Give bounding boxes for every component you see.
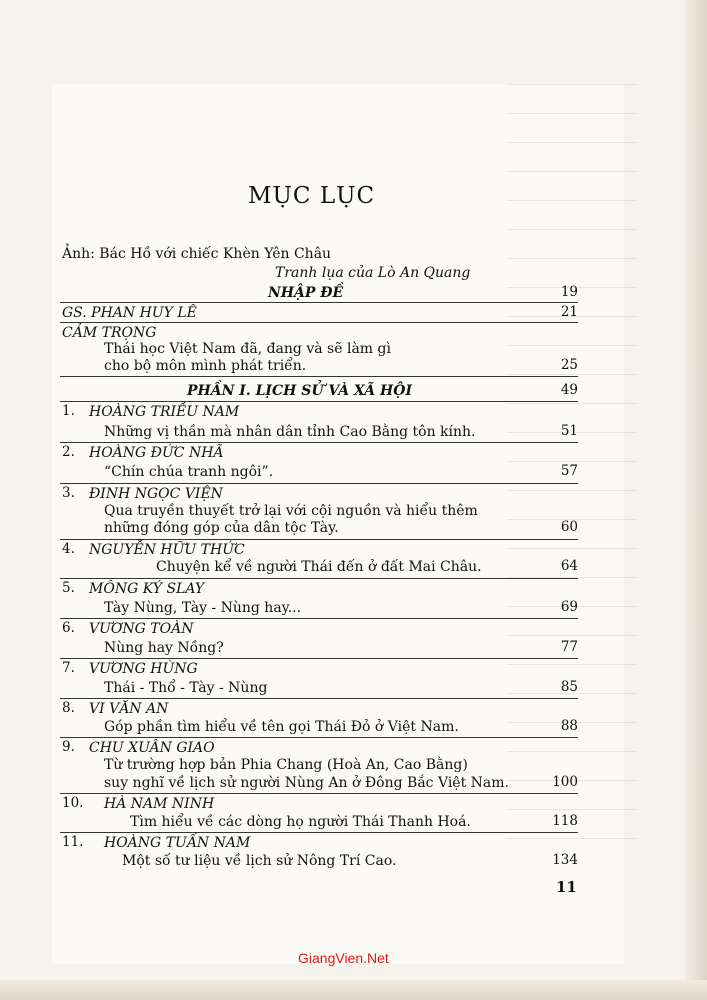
photo-credit: Tranh lụa của Lò An Quang <box>275 265 471 281</box>
entry-author: HOÀNG ĐỨC NHÃ <box>89 445 224 461</box>
entry-number: 8. <box>62 700 75 716</box>
page-bottom-edge <box>0 980 707 1000</box>
divider <box>60 578 578 579</box>
thanks-page: 25 <box>560 357 578 373</box>
entry-author: VƯƠNG TOÀN <box>89 621 194 637</box>
entry-title: suy nghĩ về lịch sử người Nùng An ở Đông Bắc Việt Nam. <box>104 775 509 791</box>
entry-page: 57 <box>560 463 578 479</box>
divider <box>60 322 578 323</box>
divider <box>60 618 578 619</box>
page-edge-shadow <box>685 0 707 1000</box>
entry-author: HOÀNG TUẤN NAM <box>104 835 251 851</box>
foreword-page: 21 <box>560 304 578 320</box>
entry-page: 85 <box>560 679 578 695</box>
entry-page: 134 <box>552 852 578 868</box>
entry-page: 60 <box>560 519 578 535</box>
entry-number: 10. <box>62 795 84 811</box>
entry-page: 88 <box>560 718 578 734</box>
entry-title: Tìm hiểu về các dòng họ người Thái Thanh Hoá. <box>130 814 471 830</box>
entry-title: Tày Nùng, Tày - Nùng hay... <box>104 600 302 616</box>
entry-author: HÀ NAM NINH <box>104 796 215 812</box>
page-number: 11 <box>556 878 577 896</box>
divider <box>60 302 578 303</box>
watermark-footer: GiangVien.Net <box>298 950 389 966</box>
entry-title: Thái - Thổ - Tày - Nùng <box>104 680 268 696</box>
entry-number: 7. <box>62 660 75 676</box>
intro-label: NHẬP ĐỀ <box>268 285 344 301</box>
entry-number: 11. <box>62 834 84 850</box>
divider <box>60 698 578 699</box>
entry-author: MÔNG KÝ SLAY <box>89 581 205 597</box>
entry-author: ĐINH NGỌC VIỆN <box>89 486 223 502</box>
entry-number: 9. <box>62 739 75 755</box>
entry-title: Nùng hay Nồng? <box>104 640 224 656</box>
entry-number: 5. <box>62 580 75 596</box>
entry-title: Những vị thần mà nhân dân tỉnh Cao Bằng tôn kính. <box>104 424 476 440</box>
divider <box>60 401 578 402</box>
entry-title: những đóng góp của dân tộc Tày. <box>104 520 339 536</box>
entry-title: “Chín chúa tranh ngôi”. <box>104 464 274 480</box>
entry-number: 2. <box>62 444 75 460</box>
part1-page: 49 <box>560 382 578 398</box>
divider <box>60 483 578 484</box>
thanks-text-line2: cho bộ môn mình phát triển. <box>104 358 307 374</box>
intro-page: 19 <box>560 284 578 300</box>
entry-title: Từ trường hợp bản Phia Chang (Hoà An, Cao Bằng) <box>104 757 468 773</box>
divider <box>60 793 578 794</box>
entry-title: Góp phần tìm hiểu về tên gọi Thái Đỏ ở Việt Nam. <box>104 719 459 735</box>
entry-number: 1. <box>62 403 75 419</box>
entry-page: 118 <box>552 813 578 829</box>
page-title: MỤC LỤC <box>248 183 376 209</box>
entry-author: CHU XUÂN GIAO <box>89 740 215 756</box>
entry-number: 6. <box>62 620 75 636</box>
divider <box>60 442 578 443</box>
entry-author: HOÀNG TRIỀU NAM <box>89 404 240 420</box>
divider <box>60 832 578 833</box>
entry-page: 100 <box>552 774 578 790</box>
divider <box>60 539 578 540</box>
foreword-author: GS. PHAN HUY LÊ <box>62 305 197 321</box>
entry-number: 3. <box>62 485 75 501</box>
entry-page: 77 <box>560 639 578 655</box>
entry-title: Qua truyền thuyết trở lại với cội nguồn và hiểu thêm <box>104 503 478 519</box>
entry-author: NGUYỄN HỮU THỨC <box>89 542 245 558</box>
entry-page: 69 <box>560 599 578 615</box>
entry-number: 4. <box>62 541 75 557</box>
divider <box>60 376 578 377</box>
part1-label: PHẦN I. LỊCH SỬ VÀ XÃ HỘI <box>187 383 412 399</box>
entry-page: 51 <box>560 423 578 439</box>
entry-page: 64 <box>560 558 578 574</box>
entry-author: VƯƠNG HÙNG <box>89 661 198 677</box>
entry-title: Chuyện kể về người Thái đến ở đất Mai Châu. <box>156 559 482 575</box>
entry-author: VI VĂN AN <box>89 701 169 717</box>
photo-caption: Ảnh: Bác Hồ với chiếc Khèn Yên Châu <box>62 246 332 262</box>
divider <box>60 737 578 738</box>
divider <box>60 658 578 659</box>
thanks-text-line1: Thái học Việt Nam đã, đang và sẽ làm gì <box>104 341 391 357</box>
thanks-heading: CẢM TRỌNG <box>62 325 157 341</box>
entry-title: Một số tư liệu về lịch sử Nông Trí Cao. <box>122 853 397 869</box>
